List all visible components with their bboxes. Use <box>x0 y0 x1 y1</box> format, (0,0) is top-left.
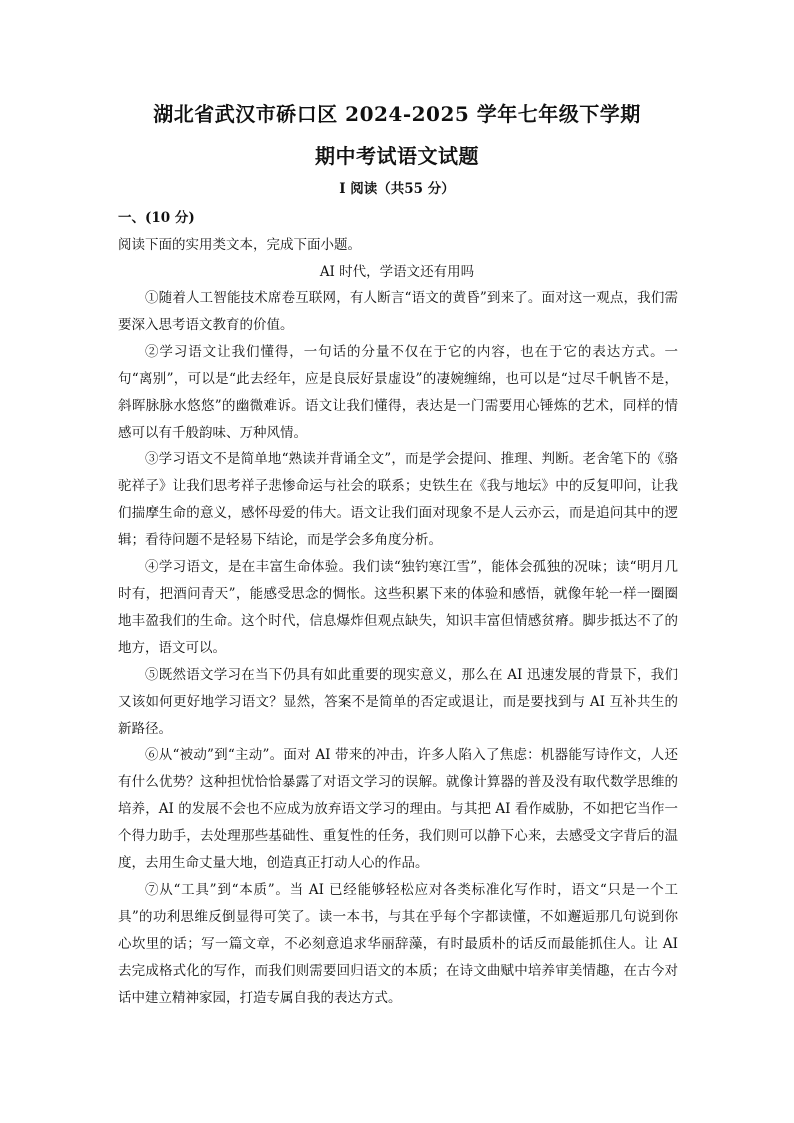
question-instruction: 阅读下面的实用类文本，完成下面小题。 <box>118 237 361 253</box>
paragraph-1: ①随着人工智能技术席卷互联网，有人断言“语文的黄昏”到来了。面对这一观点，我们需要深入思考语文教育的价值。 <box>118 290 678 333</box>
article-title: AI 时代，学语文还有用吗 <box>319 264 475 280</box>
paragraph-7: ⑦从“工具”到“本质”。当 AI 已经能够轻松应对各类标准化写作时，语文“只是一个工具”的功利思维反倒显得可笑了。读一本书，与其在乎每个字都读懂，不如邂逅那几句说到你心坎里的话；写一篇文章，不必刻意追求华丽辞藻，有时最质朴的话反而最能抓住人。让 AI 去完成格式化的写作，而我们则需要回归语文的本质；在诗文曲赋中培养审美情趣，在古今对话中建立精神家园，打造专属自我的表达方式。 <box>118 881 678 1006</box>
question-heading: 一、(10 分) <box>118 210 195 226</box>
paragraph-4: ④学习语文，是在丰富生命体验。我们读“独钓寒江雪”，能体会孤独的况味；读“明月几时有，把酒问青天”，能感受思念的惆怅。这些积累下来的体验和感悟，就像年轮一样一圈圈地丰盈我们的生命。这个时代，信息爆炸但观点缺失，知识丰富但情感贫瘠。脚步抵达不了的地方，语文可以。 <box>118 559 678 656</box>
paragraph-3: ③学习语文不是简单地“熟读并背诵全文”，而是学会提问、推理、判断。老舍笔下的《骆驼祥子》让我们思考祥子悲惨命运与社会的联系；史铁生在《我与地坛》中的反复叩问，让我们揣摩生命的意义，感怀母爱的伟大。语文让我们面对现象不是人云亦云，而是追问其中的逻辑；看待问题不是轻易下结论，而是学会多角度分析。 <box>118 451 678 549</box>
article-body <box>118 285 678 1011</box>
section-heading: I 阅读（共55 分） <box>339 181 455 197</box>
paragraph-2: ②学习语文让我们懂得，一句话的分量不仅在于它的内容，也在于它的表达方式。一句“离别”，可以是“此去经年，应是良辰好景虚设”的凄婉缠绵，也可以是“过尽千帆皆不是，斜晖脉脉水悠悠”的幽微难诉。语文让我们懂得，表达是一门需要用心锤炼的艺术，同样的情感可以有千般韵味、万种风情。 <box>118 343 678 441</box>
paragraph-5: ⑤既然语文学习在当下仍具有如此重要的现实意义，那么在 AI 迅速发展的背景下，我们又该如何更好地学习语文？显然，答案不是简单的否定或退让，而是要找到与 AI 互补共生的新路径。 <box>118 666 678 737</box>
paragraph-6: ⑥从“被动”到“主动”。面对 AI 带来的冲击，许多人陷入了焦虑：机器能写诗作文，人还有什么优势？这种担忧恰恰暴露了对语文学习的误解。就像计算器的普及没有取代数学思维的培养，AI 的发展不会也不应成为放弃语文学习的理由。与其把 AI 看作威胁，不如把它当作一个得力助手，去处理那些基础性、重复性的任务，我们则可以静下心来，去感受文字背后的温度，去用生命丈量大地，创造真正打动人心的作品。 <box>118 747 678 872</box>
exam-title-line-1: 湖北省武汉市硚口区 2024-2025 学年七年级下学期 <box>153 102 641 126</box>
exam-title-line-2: 期中考试语文试题 <box>315 144 479 168</box>
